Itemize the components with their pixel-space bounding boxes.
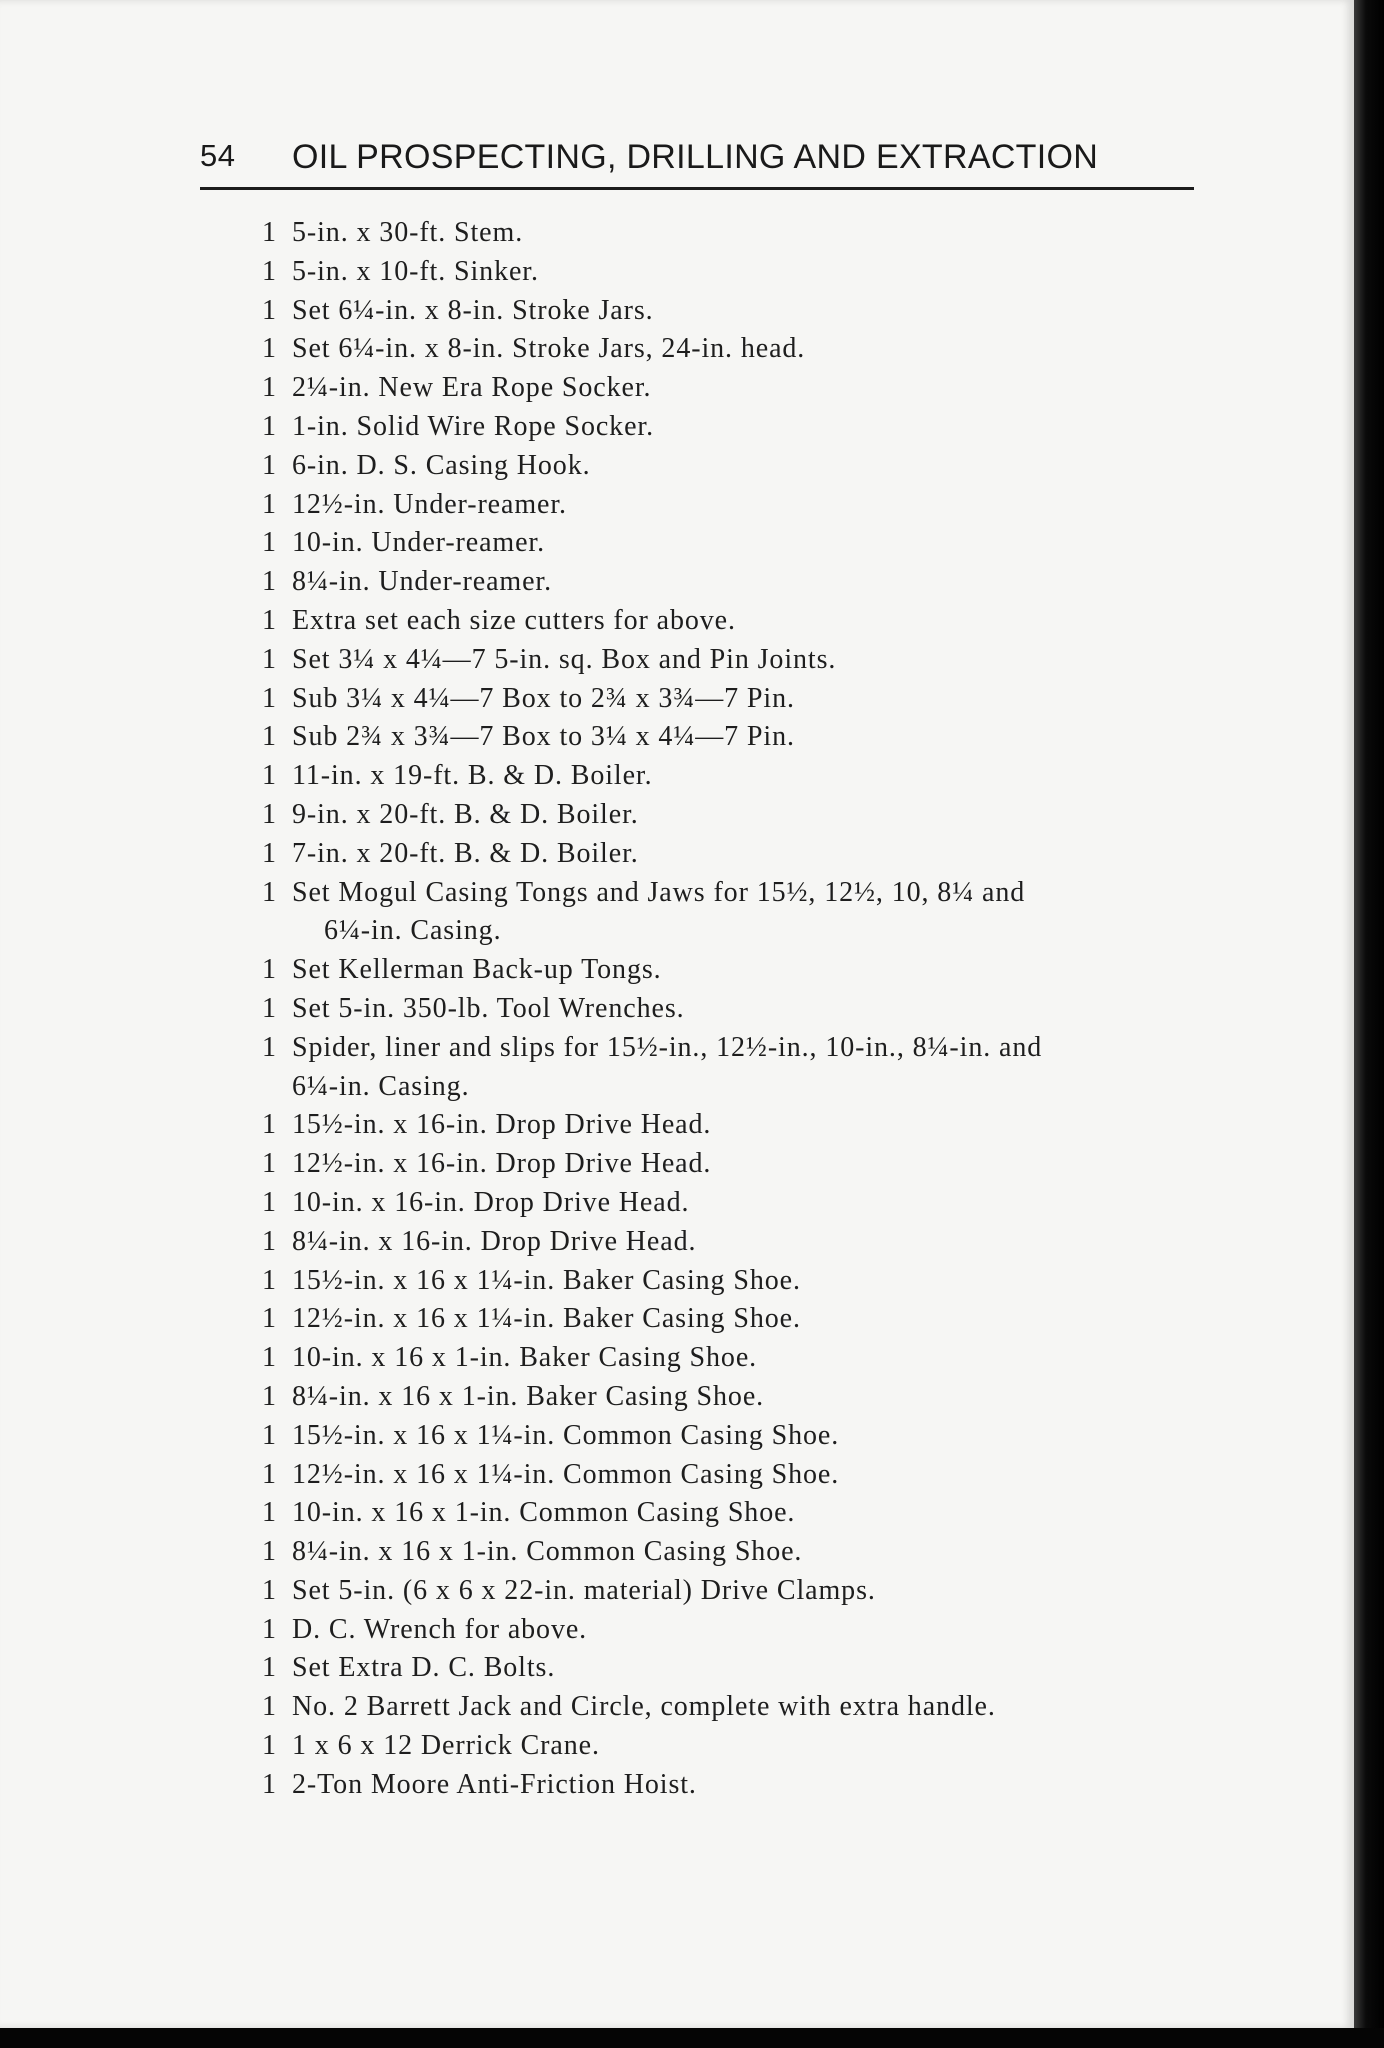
item-text: 10-in. Under-reamer. [292, 527, 546, 559]
list-item [262, 369, 1192, 408]
list-item [262, 951, 1192, 990]
item-text: 15½-in. x 16-in. Drop Drive Head. [292, 1109, 712, 1141]
page-number: 54 [200, 138, 236, 173]
item-description [292, 1688, 1192, 1727]
item-text: 12½-in. x 16 x 1¼-in. Baker Casing Shoe. [292, 1303, 801, 1335]
list-item [262, 1494, 1192, 1533]
list-item [262, 1688, 1192, 1727]
item-quantity: 1 [262, 682, 277, 714]
list-item [262, 990, 1192, 1029]
item-quantity: 1 [262, 566, 277, 598]
item-text: Set 5-in. (6 x 6 x 22-in. material) Drive Clamps. [292, 1574, 876, 1606]
item-text: 12½-in. Under-reamer. [292, 488, 567, 520]
header-rule [200, 187, 1194, 190]
list-item [262, 486, 1192, 525]
list-item [262, 1766, 1192, 1805]
item-text: 15½-in. x 16 x 1¼-in. Common Casing Shoe. [292, 1419, 840, 1451]
item-text: 10-in. x 16-in. Drop Drive Head. [292, 1186, 690, 1218]
item-text: Set Kellerman Back-up Tongs. [292, 954, 662, 986]
item-text: 8¼-in. Under-reamer. [292, 566, 553, 598]
item-description [292, 1184, 1192, 1223]
item-description [292, 1494, 1192, 1533]
item-quantity: 1 [262, 1536, 277, 1568]
item-text: 9-in. x 20-ft. B. & D. Boiler. [292, 798, 639, 830]
item-description [292, 680, 1192, 719]
item-text: 1 x 6 x 12 Derrick Crane. [292, 1730, 600, 1762]
item-text: Spider, liner and slips for 15½-in., 12½-in., 10-in., 8¼-in. and [292, 1031, 1043, 1063]
list-item [262, 1106, 1192, 1145]
item-description [292, 835, 1192, 874]
list-item [262, 680, 1192, 719]
item-text: Set 3¼ x 4¼—7 5-in. sq. Box and Pin Joints. [292, 643, 837, 675]
item-text: Sub 2¾ x 3¾—7 Box to 3¼ x 4¼—7 Pin. [292, 721, 795, 753]
item-text: No. 2 Barrett Jack and Circle, complete with extra handle. [292, 1691, 996, 1723]
list-item [262, 1649, 1192, 1688]
item-description [292, 1262, 1192, 1301]
page-header [200, 136, 1194, 186]
item-description [292, 524, 1192, 563]
item-quantity: 1 [262, 1186, 277, 1218]
list-item [262, 602, 1192, 641]
list-item [262, 408, 1192, 447]
item-description [292, 447, 1192, 486]
list-item [262, 641, 1192, 680]
item-text: 7-in. x 20-ft. B. & D. Boiler. [292, 837, 639, 869]
item-description [292, 1417, 1192, 1456]
item-text: Set 6¼-in. x 8-in. Stroke Jars, 24-in. head. [292, 333, 806, 365]
item-quantity: 1 [262, 798, 277, 830]
list-item [262, 1533, 1192, 1572]
item-text: 6-in. D. S. Casing Hook. [292, 449, 591, 481]
item-quantity: 1 [262, 255, 277, 287]
item-quantity: 1 [262, 1652, 277, 1684]
item-text-continuation: 6¼-in. Casing. [324, 915, 502, 947]
item-quantity: 1 [262, 488, 277, 520]
item-description [292, 292, 1192, 331]
item-quantity: 1 [262, 1303, 277, 1335]
list-item [262, 524, 1192, 563]
item-description [292, 1029, 1192, 1107]
item-text: Set Mogul Casing Tongs and Jaws for 15½, 12½, 10, 8¼ and [292, 876, 1026, 908]
item-quantity: 1 [262, 643, 277, 675]
list-item [262, 1378, 1192, 1417]
item-description [292, 563, 1192, 602]
item-description [292, 1766, 1192, 1805]
item-description [292, 1456, 1192, 1495]
item-quantity: 1 [262, 876, 277, 908]
item-quantity: 1 [262, 837, 277, 869]
item-quantity: 1 [262, 449, 277, 481]
item-quantity: 1 [262, 1109, 277, 1141]
item-text: Set Extra D. C. Bolts. [292, 1652, 556, 1684]
item-text: 15½-in. x 16 x 1¼-in. Baker Casing Shoe. [292, 1264, 801, 1296]
item-description [292, 641, 1192, 680]
list-item [262, 718, 1192, 757]
list-item [262, 1727, 1192, 1766]
item-description [292, 253, 1192, 292]
item-text: 8¼-in. x 16 x 1-in. Common Casing Shoe. [292, 1536, 803, 1568]
list-item [262, 292, 1192, 331]
item-description [292, 1223, 1192, 1262]
item-quantity: 1 [262, 1574, 277, 1606]
item-text: 5-in. x 30-ft. Stem. [292, 217, 524, 248]
list-item [262, 1611, 1192, 1650]
list-item [262, 1184, 1192, 1223]
item-description [292, 408, 1192, 447]
item-description [292, 1572, 1192, 1611]
item-quantity: 1 [262, 333, 277, 365]
item-quantity: 1 [262, 294, 277, 326]
item-description [292, 1727, 1192, 1766]
list-item [262, 1029, 1192, 1107]
item-quantity: 1 [262, 1613, 277, 1645]
item-description [292, 1106, 1192, 1145]
item-quantity: 1 [262, 1031, 277, 1063]
item-description [292, 486, 1192, 525]
item-text: 1-in. Solid Wire Rope Socker. [292, 410, 654, 442]
item-quantity: 1 [262, 1691, 277, 1723]
item-quantity: 1 [262, 372, 277, 404]
item-description [292, 1378, 1192, 1417]
list-item [262, 447, 1192, 486]
item-text: Sub 3¼ x 4¼—7 Box to 2¾ x 3¾—7 Pin. [292, 682, 795, 714]
item-quantity: 1 [262, 721, 277, 753]
item-quantity: 1 [262, 760, 277, 792]
item-description [292, 874, 1192, 952]
item-description [292, 796, 1192, 835]
item-description [292, 990, 1192, 1029]
item-quantity: 1 [262, 1497, 277, 1529]
list-item [262, 1572, 1192, 1611]
list-item [262, 1300, 1192, 1339]
item-text: 12½-in. x 16-in. Drop Drive Head. [292, 1148, 712, 1180]
item-quantity: 1 [262, 1225, 277, 1257]
item-text: 12½-in. x 16 x 1¼-in. Common Casing Shoe. [292, 1458, 840, 1490]
item-description [292, 1145, 1192, 1184]
item-description [292, 718, 1192, 757]
item-description [292, 1339, 1192, 1378]
equipment-list [262, 214, 1192, 1805]
list-item [262, 1262, 1192, 1301]
item-description [292, 757, 1192, 796]
list-item [262, 1145, 1192, 1184]
list-item [262, 1456, 1192, 1495]
item-quantity: 1 [262, 1342, 277, 1374]
item-description [292, 330, 1192, 369]
item-text: 10-in. x 16 x 1-in. Baker Casing Shoe. [292, 1342, 758, 1374]
scan-bottom-edge [0, 2028, 1384, 2048]
item-quantity: 1 [262, 410, 277, 442]
item-quantity: 1 [262, 1768, 277, 1800]
list-item [262, 253, 1192, 292]
item-description [292, 214, 1192, 253]
item-description [292, 1649, 1192, 1688]
list-item [262, 1223, 1192, 1262]
item-text: Set 6¼-in. x 8-in. Stroke Jars. [292, 294, 654, 326]
list-item [262, 330, 1192, 369]
item-quantity: 1 [262, 1148, 277, 1180]
item-description [292, 951, 1192, 990]
item-text: Extra set each size cutters for above. [292, 604, 736, 636]
list-item [262, 1339, 1192, 1378]
list-item [262, 874, 1192, 952]
item-text: D. C. Wrench for above. [292, 1613, 588, 1645]
running-title: OIL PROSPECTING, DRILLING AND EXTRACTION [292, 138, 1099, 176]
item-quantity: 1 [262, 954, 277, 986]
item-description [292, 1300, 1192, 1339]
list-item [262, 1417, 1192, 1456]
list-item [262, 835, 1192, 874]
item-quantity: 1 [262, 992, 277, 1024]
item-quantity: 1 [262, 1380, 277, 1412]
item-description [292, 1533, 1192, 1572]
item-quantity: 1 [262, 527, 277, 559]
list-item [262, 757, 1192, 796]
item-text-continuation: 6¼-in. Casing. [292, 1070, 470, 1102]
item-description [292, 369, 1192, 408]
list-item [262, 796, 1192, 835]
item-text: Set 5-in. 350-lb. Tool Wrenches. [292, 992, 685, 1024]
list-item [262, 214, 1192, 253]
item-description [292, 1611, 1192, 1650]
item-quantity: 1 [262, 604, 277, 636]
item-text: 5-in. x 10-ft. Sinker. [292, 255, 539, 287]
item-text: 2-Ton Moore Anti-Friction Hoist. [292, 1768, 697, 1800]
item-description [292, 602, 1192, 641]
item-quantity: 1 [262, 1419, 277, 1451]
item-quantity: 1 [262, 1264, 277, 1296]
item-text: 8¼-in. x 16-in. Drop Drive Head. [292, 1225, 697, 1257]
item-text: 8¼-in. x 16 x 1-in. Baker Casing Shoe. [292, 1380, 765, 1412]
item-text: 2¼-in. New Era Rope Socker. [292, 372, 652, 404]
item-text: 11-in. x 19-ft. B. & D. Boiler. [292, 760, 653, 792]
item-quantity: 1 [262, 217, 277, 248]
book-spine-shadow [1354, 0, 1384, 2048]
item-text: 10-in. x 16 x 1-in. Common Casing Shoe. [292, 1497, 796, 1529]
item-quantity: 1 [262, 1458, 277, 1490]
item-quantity: 1 [262, 1730, 277, 1762]
list-item [262, 563, 1192, 602]
